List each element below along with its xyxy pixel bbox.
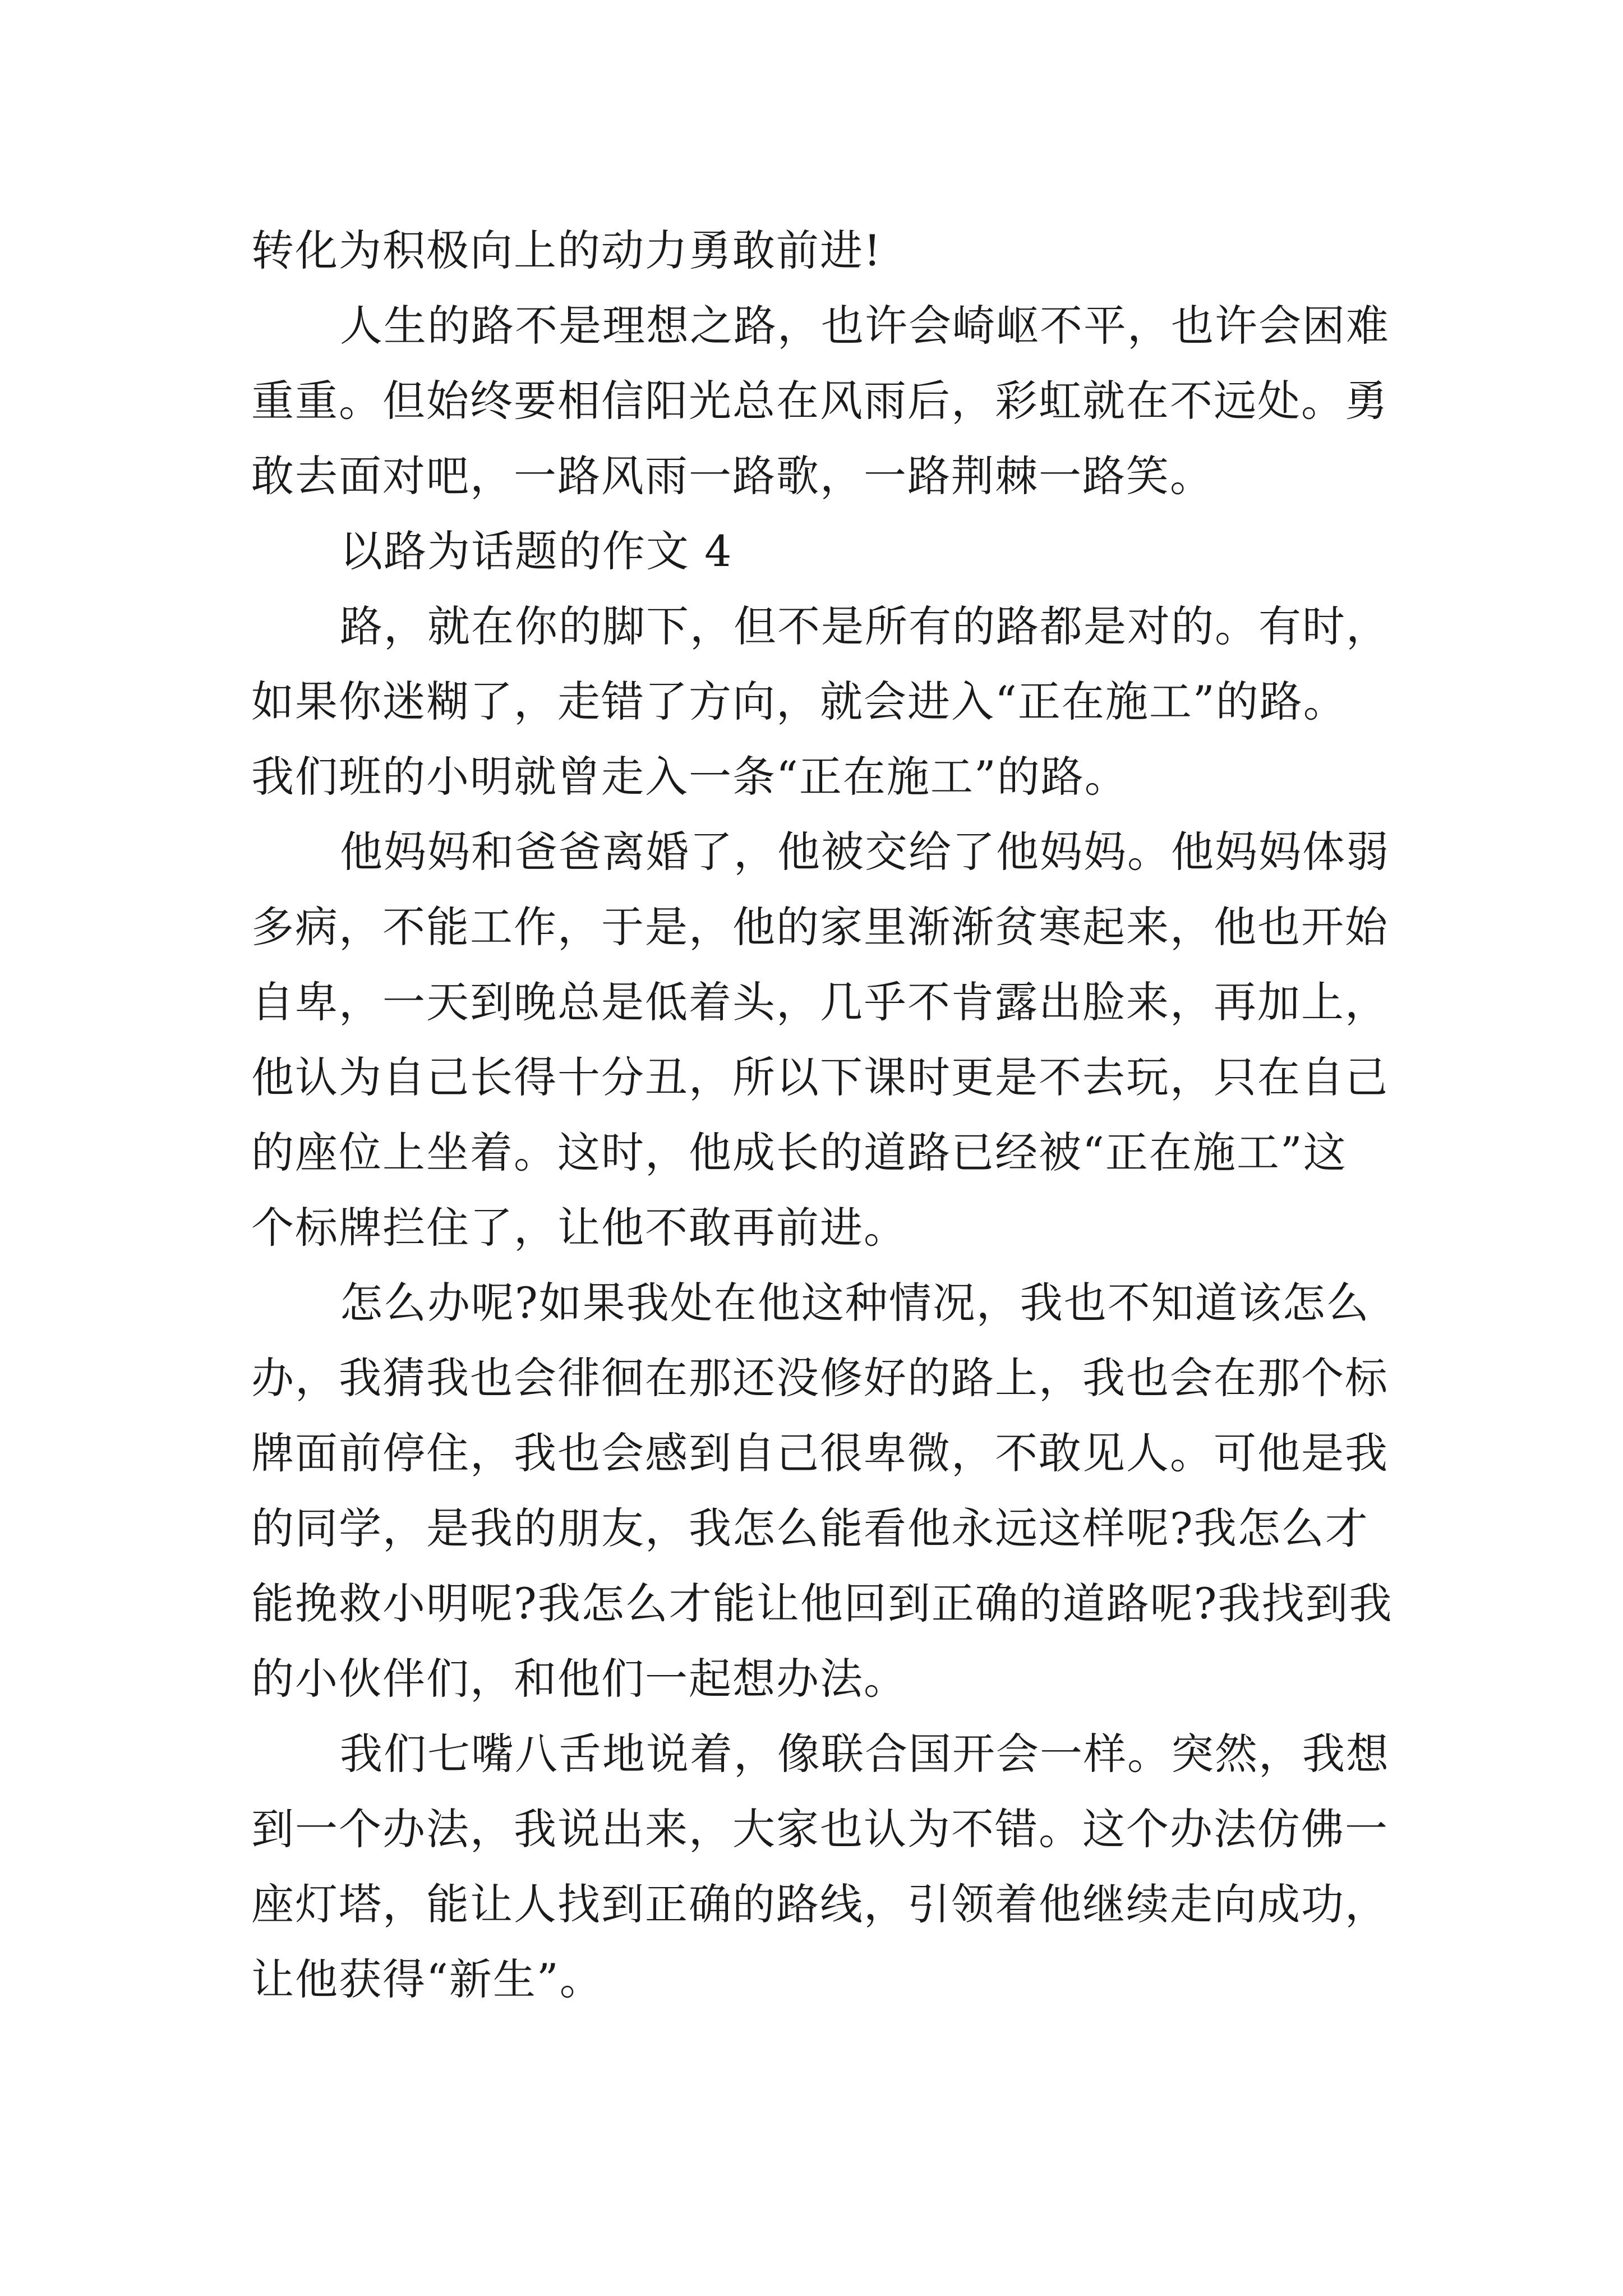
- text-line: 如果你迷糊了，走错了方向，就会进入“正在施工”的路。: [251, 677, 1347, 726]
- section-heading: 以路为话题的作文 4: [340, 526, 733, 576]
- text-line: 重重。但始终要相信阳光总在风雨后，彩虹就在不远处。勇: [251, 376, 1389, 426]
- text-line: 我们班的小明就曾走入一条“正在施工”的路。: [251, 752, 1128, 802]
- text-line: 我们七嘴八舌地说着，像联合国开会一样。突然，我想: [340, 1729, 1390, 1779]
- text-line: 多病，不能工作，于是，他的家里渐渐贫寒起来，他也开始: [251, 902, 1389, 952]
- text-line: 的同学，是我的朋友，我怎么能看他永远这样呢?我怎么才: [251, 1503, 1369, 1553]
- text-line: 让他获得“新生”。: [251, 1954, 603, 2004]
- text-line: 人生的路不是理想之路，也许会崎岖不平，也许会困难: [340, 301, 1390, 351]
- text-line: 路，就在你的脚下，但不是所有的路都是对的。有时，: [340, 601, 1390, 651]
- text-line: 能挽救小明呢?我怎么才能让他回到正确的道路呢?我找到我: [251, 1579, 1393, 1628]
- text-line: 牌面前停住，我也会感到自己很卑微，不敢见人。可他是我: [251, 1428, 1389, 1478]
- text-line: 办，我猜我也会徘徊在那还没修好的路上，我也会在那个标: [251, 1353, 1389, 1403]
- text-line: 怎么办呢?如果我处在他这种情况，我也不知道该怎么: [340, 1278, 1370, 1328]
- text-line: 到一个办法，我说出来，大家也认为不错。这个办法仿佛一: [251, 1804, 1389, 1854]
- text-line: 敢去面对吧，一路风雨一路歌，一路荆棘一路笑。: [251, 451, 1214, 501]
- text-line: 他妈妈和爸爸离婚了，他被交给了他妈妈。他妈妈体弱: [340, 827, 1390, 877]
- text-line: 的座位上坐着。这时，他成长的道路已经被“正在施工”这: [251, 1128, 1347, 1177]
- text-line: 自卑，一天到晚总是低着头，几乎不肯露出脸来，再加上，: [251, 977, 1389, 1027]
- text-line: 他认为自己长得十分丑，所以下课时更是不去玩，只在自己: [251, 1052, 1389, 1102]
- text-line: 座灯塔，能让人找到正确的路线，引领着他继续走向成功，: [251, 1879, 1389, 1929]
- document-page: [251, 213, 1393, 2017]
- text-line: 个标牌拦住了，让他不敢再前进。: [251, 1203, 907, 1253]
- text-line: 的小伙伴们，和他们一起想办法。: [251, 1654, 907, 1704]
- text-line: 转化为积极向上的动力勇敢前进!: [251, 226, 882, 275]
